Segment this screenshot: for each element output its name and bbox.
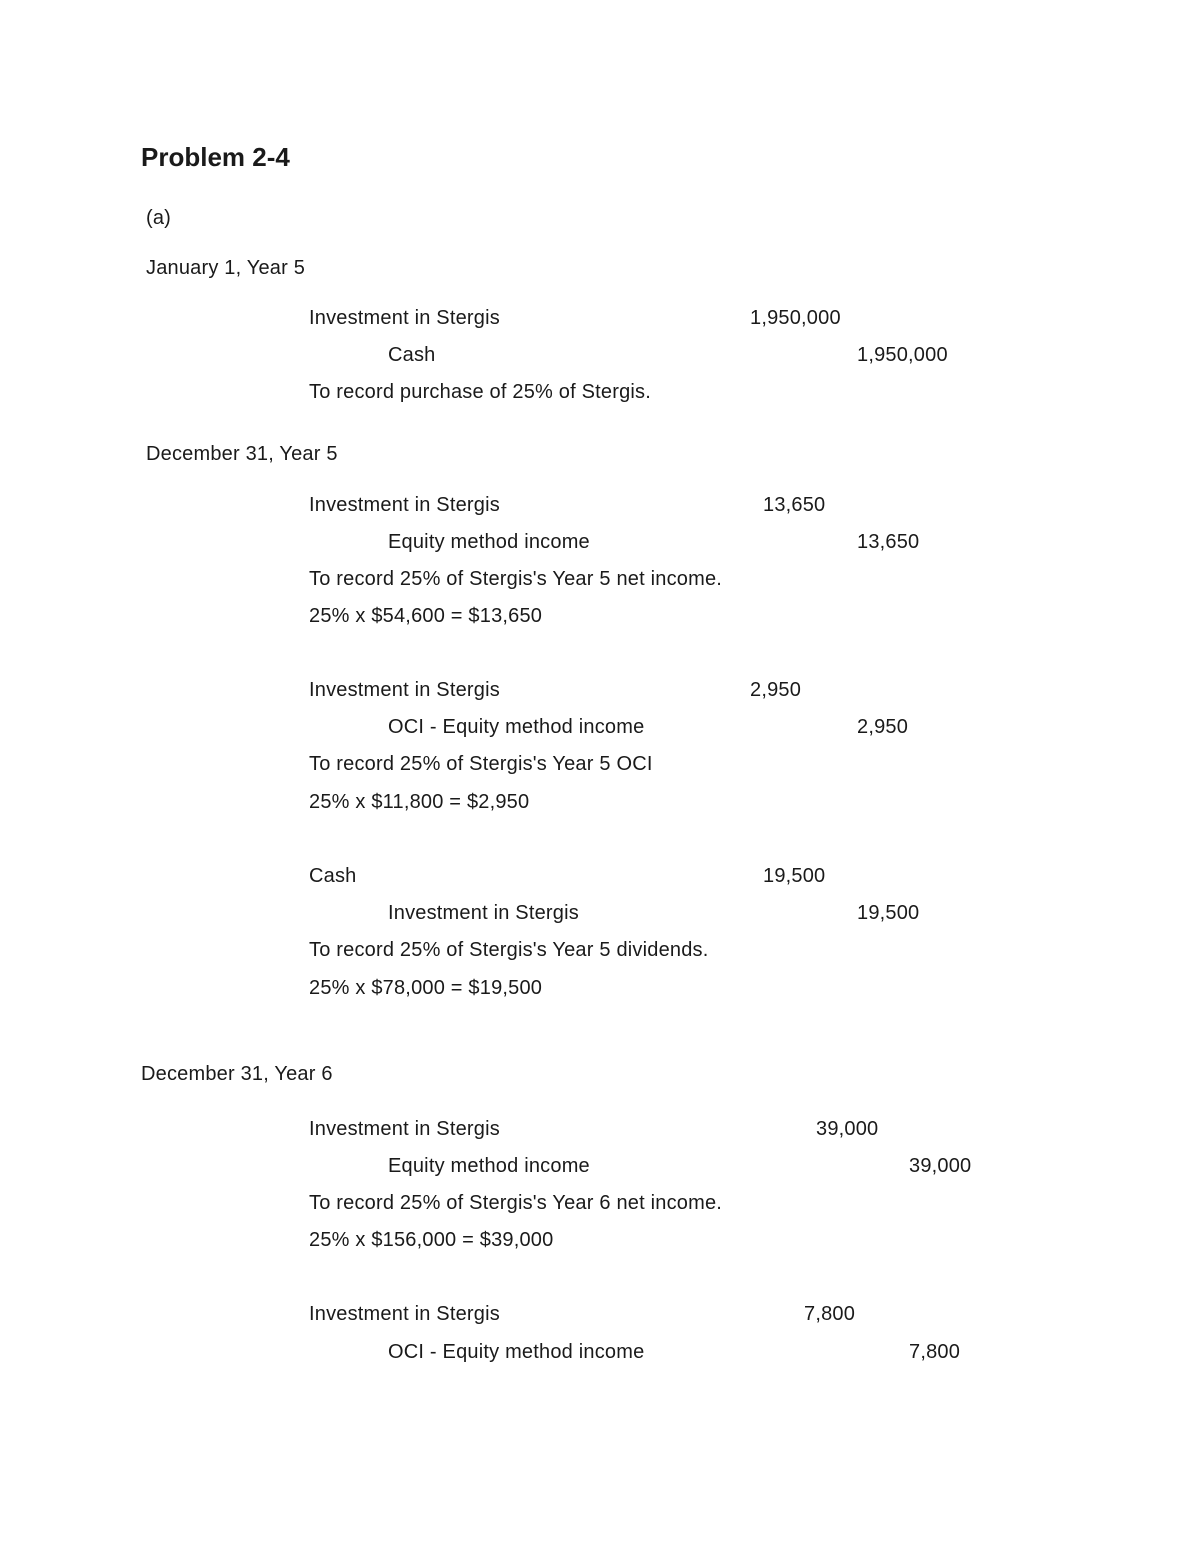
debit-account: Cash: [309, 865, 357, 887]
credit-amount: 39,000: [909, 1155, 972, 1177]
entry-calc: 25% x $54,600 = $13,650: [309, 605, 543, 627]
entry-calc: 25% x $11,800 = $2,950: [309, 791, 530, 813]
entry-memo: To record 25% of Stergis's Year 6 net income.: [309, 1192, 723, 1214]
credit-amount: 1,950,000: [857, 344, 948, 366]
debit-amount: 13,650: [763, 494, 826, 516]
part-label: (a): [146, 207, 172, 229]
section-date: December 31, Year 6: [141, 1063, 333, 1085]
page-title: Problem 2-4: [141, 142, 290, 172]
credit-account: OCI - Equity method income: [388, 716, 645, 738]
debit-account: Investment in Stergis: [309, 1118, 500, 1140]
debit-amount: 39,000: [816, 1118, 879, 1140]
debit-amount: 7,800: [804, 1303, 856, 1325]
debit-account: Investment in Stergis: [309, 307, 500, 329]
entry-calc: 25% x $156,000 = $39,000: [309, 1229, 554, 1251]
credit-account: Investment in Stergis: [388, 902, 579, 924]
entry-calc: 25% x $78,000 = $19,500: [309, 977, 543, 999]
debit-account: Investment in Stergis: [309, 494, 500, 516]
credit-account: Cash: [388, 344, 436, 366]
credit-amount: 13,650: [857, 531, 920, 553]
section-date: January 1, Year 5: [146, 257, 306, 279]
credit-account: OCI - Equity method income: [388, 1341, 645, 1363]
debit-account: Investment in Stergis: [309, 679, 500, 701]
debit-amount: 2,950: [750, 679, 802, 701]
entry-memo: To record purchase of 25% of Stergis.: [309, 381, 652, 403]
debit-amount: 1,950,000: [750, 307, 841, 329]
credit-account: Equity method income: [388, 531, 590, 553]
credit-account: Equity method income: [388, 1155, 590, 1177]
entry-memo: To record 25% of Stergis's Year 5 OCI: [309, 753, 653, 775]
credit-amount: 7,800: [909, 1341, 961, 1363]
section-date: December 31, Year 5: [146, 443, 338, 465]
entry-memo: To record 25% of Stergis's Year 5 net income.: [309, 568, 723, 590]
debit-amount: 19,500: [763, 865, 826, 887]
debit-account: Investment in Stergis: [309, 1303, 500, 1325]
credit-amount: 2,950: [857, 716, 909, 738]
entry-memo: To record 25% of Stergis's Year 5 dividends.: [309, 939, 709, 961]
credit-amount: 19,500: [857, 902, 920, 924]
